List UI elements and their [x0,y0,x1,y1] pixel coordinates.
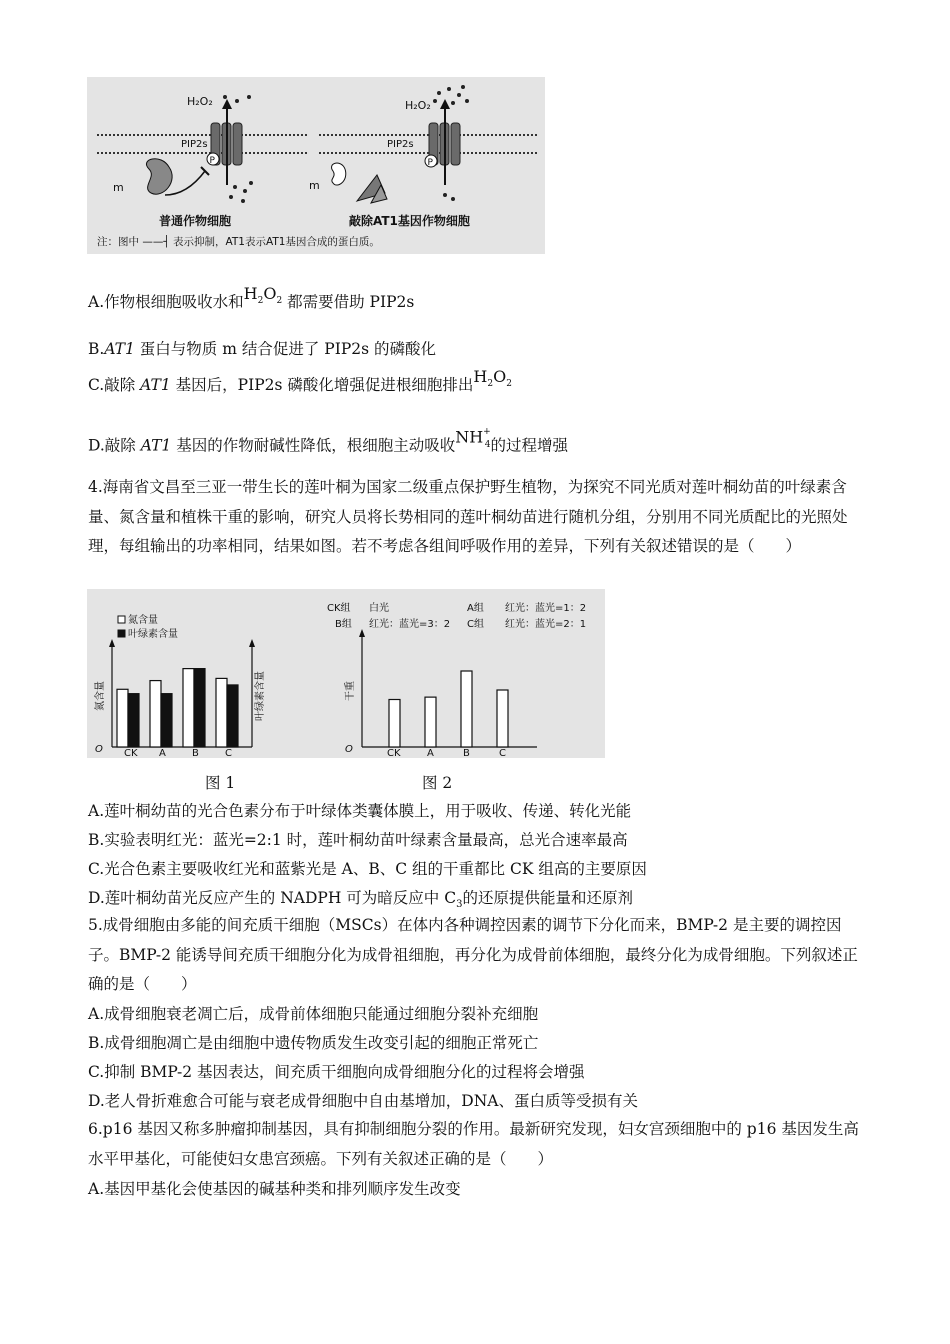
membrane-diagram [87,77,545,254]
fig1-legend-swatch-n [118,616,125,623]
fig1-tick-ck: CK [124,748,138,758]
fig1-label: 图 1 [205,774,236,792]
fig2-legend-b-desc: 红光：蓝光=3：2 [369,619,451,630]
caption-right: 敲除AT1基因作物细胞 [349,214,470,228]
fig2-bar-c [497,690,508,747]
fig1-bar-c-nitrogen [216,678,227,747]
fig1-ylabel-right: 叶绿素含量 [255,671,266,721]
h2o2-label-right: H₂O₂ [405,99,431,112]
fig2-ylabel: 干重 [345,681,356,701]
fig1-bar-b-chlorophyll [194,669,205,747]
fig2-tick-b: B [463,748,470,758]
fig2-bar-b [461,671,472,747]
q6-option-a: A.基因甲基化会使基因的碱基种类和排列顺序发生改变 [88,1180,461,1198]
fig2-legend-ck-group: CK组 [327,603,351,614]
q4-option-b: B.实验表明红光：蓝光=2:1 时，莲叶桐幼苗叶绿素含量最高，总光合速率最高 [88,831,628,849]
charts-svg [87,589,605,758]
at1-gene: AT1 [140,376,171,394]
q4-option-a: A.莲叶桐幼苗的光合色素分布于叶绿体类囊体膜上，用于吸收、传递、转化光能 [88,802,632,820]
fig1-bar-ck-chlorophyll [128,694,139,747]
fig1-bar-a-nitrogen [150,681,161,747]
c3-subscript: 3 [456,899,463,911]
pip2s-label-left: PIP2s [181,139,208,150]
membrane-figure [87,77,545,254]
fig1-legend-swatch-chl [118,630,125,637]
fig2-bar-ck [389,700,400,748]
caption-left: 普通作物细胞 [159,214,232,228]
q6-stem: 6.p16 基因又称多肿瘤抑制基因，具有抑制细胞分裂的作用。最新研究发现，妇女宫颈细胞中的 p16 基因发生高水平甲基化，可能使妇女患宫颈癌。下列有关叙述正确的是（ ） [88,1120,859,1168]
m-label-left: m [113,181,124,194]
at1-gene: AT1 [104,340,135,358]
q4-option-d: D.莲叶桐幼苗光反应产生的 NADPH 可为暗反应中 $C_3$的还原提供能量和还原剂 [88,889,633,911]
phosphate-label-right: P [427,158,433,168]
phosphate-label-left: P [209,156,215,166]
q3-option-c: C.敲除 AT1 基因后，PIP2s 磷酸化增强促进根细胞排出$H_2O_2$ [88,367,512,394]
q5-stem: 5.成骨细胞由多能的间充质干细胞（MSCs）在体内各种调控因素的调节下分化而来，BMP-2 是主要的调控因子。BMP-2 能诱导间充质干细胞分化为成骨祖细胞，再分化为成骨前体细胞，最终分化为成骨细胞。下列叙述正确的是（ ） [88,916,858,993]
fig1-legend-n: 氮含量 [128,615,158,626]
fig2-label: 图 2 [422,774,453,792]
figure-note: 注：图中 ——┤ 表示抑制，AT1表示AT1基因合成的蛋白质。 [97,236,380,248]
fig1-tick-c: C [225,748,232,758]
q3-a-text: A.作物根细胞吸收水和 [88,293,244,311]
fig2-legend-a-group: A组 [467,603,484,614]
h2o2-label-left: H₂O₂ [187,95,213,108]
charts-figure [87,589,605,758]
fig1-bar-c-chlorophyll [227,685,238,747]
h2o2-formula: $H_2O_2$ [473,367,512,390]
fig2-bar-a [425,697,436,747]
fig2-origin: O [345,744,353,755]
fig1-tick-b: B [192,748,199,758]
pip2s-label-right: PIP2s [387,139,414,150]
fig1-origin: O [95,744,103,755]
fig2-legend-a-desc: 红光：蓝光=1：2 [505,603,587,614]
q3-a-tail: 都需要借助 PIP2s [287,293,415,311]
fig1-bar-ck-nitrogen [117,689,128,747]
fig2-legend-c-desc: 红光：蓝光=2：1 [505,619,587,630]
fig1-bar-a-chlorophyll [161,694,172,747]
m-label-right: m [309,179,320,192]
q5-option-d: D.老人骨折难愈合可能与衰老成骨细胞中自由基增加，DNA、蛋白质等受损有关 [88,1092,638,1110]
h2o2-formula: $H_2O_2$ [243,284,283,307]
fig2-tick-c: C [499,748,506,758]
fig2-tick-ck: CK [387,748,401,758]
nh4-formula: $NH^+_4$ [455,427,491,450]
fig1-legend-chl: 叶绿素含量 [128,629,178,640]
fig2-tick-a: A [427,748,434,758]
fig1-tick-a: A [159,748,166,758]
q5-option-c: C.抑制 BMP-2 基因表达，间充质干细胞向成骨细胞分化的过程将会增强 [88,1063,585,1081]
q3-option-d: D.敲除 AT1 基因的作物耐碱性降低，根细胞主动吸收$NH^+_4$的过程增强 [88,432,568,463]
fig2-legend-ck-desc: 白光 [369,603,389,614]
fig2-legend-c-group: C组 [467,619,484,630]
at1-gene: AT1 [140,436,172,455]
q5-option-b: B.成骨细胞凋亡是由细胞中遗传物质发生改变引起的细胞正常死亡 [88,1034,539,1052]
q3-option-a [88,284,415,319]
q5-option-a: A.成骨细胞衰老凋亡后，成骨前体细胞只能通过细胞分裂补充细胞 [88,1005,539,1023]
q4-option-c: C.光合色素主要吸收红光和蓝紫光是 A、B、C 组的干重都比 CK 组高的主要原因 [88,860,647,878]
fig2-legend-b-group: B组 [335,619,352,630]
fig1-ylabel-left: 氮含量 [95,681,106,711]
q3-option-b: B.AT1 蛋白与物质 m 结合促进了 PIP2s 的磷酸化 [88,340,437,358]
fig1-bar-b-nitrogen [183,669,194,747]
q4-stem: 4.海南省文昌至三亚一带生长的莲叶桐为国家二级重点保护野生植物，为探究不同光质对莲叶桐幼苗的叶绿素含量、氮含量和植株干重的影响，研究人员将长势相同的莲叶桐幼苗进行随机分组，分别用不同光质配比的光照处理，每组输出的功率相同，结果如图。若不考虑各组间呼吸作用的差异，下列有关叙述错误的是（ ） [88,478,848,555]
